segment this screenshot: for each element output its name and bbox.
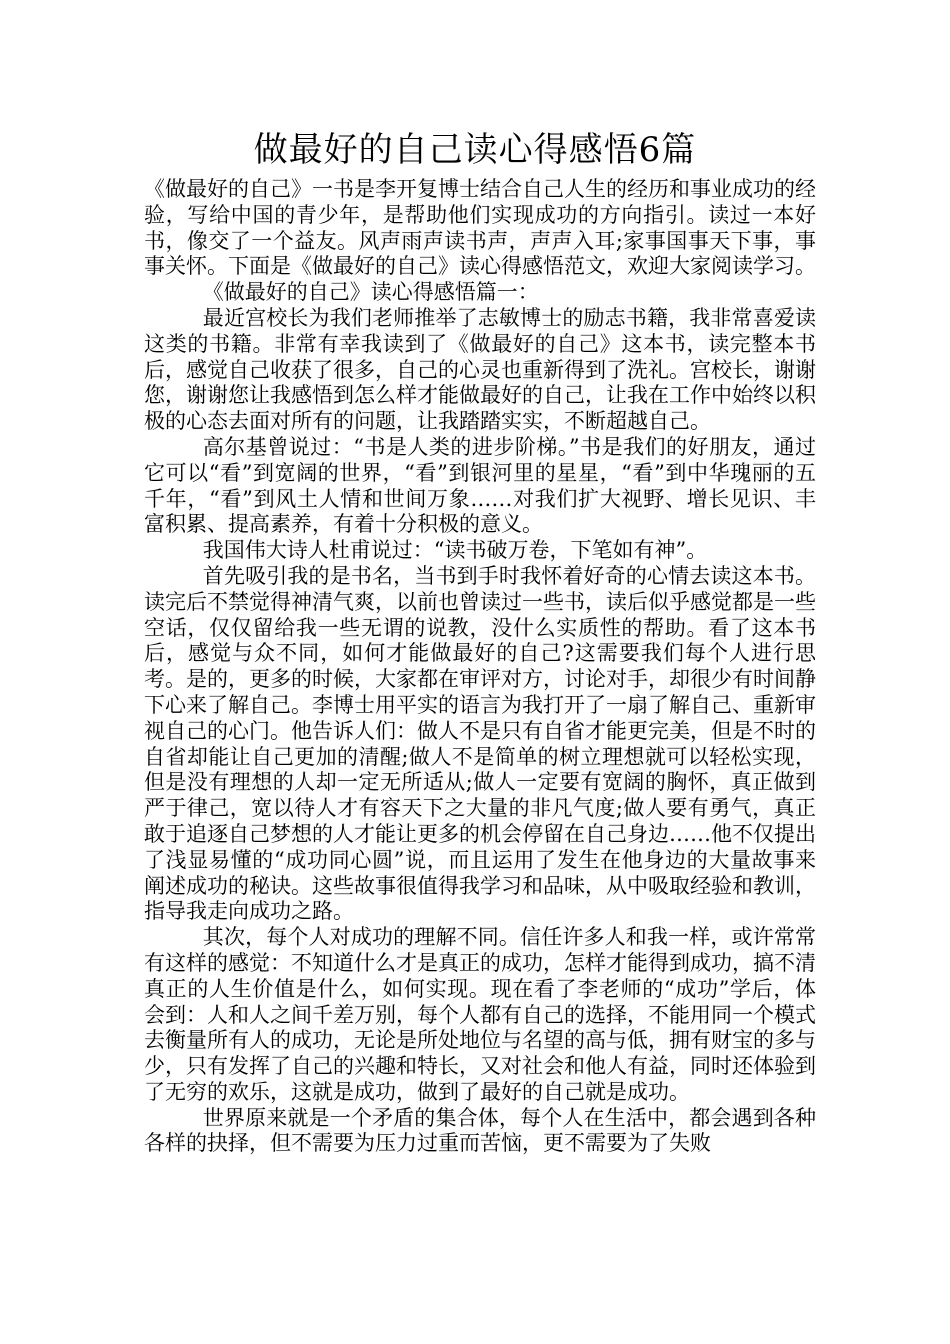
section-heading: 《做最好的自己》读心得感悟篇一： [202,280,539,305]
document-body [144,177,816,1157]
paragraph: 世界原来就是一个矛盾的集合体，每个人在生活中，都会遇到各种各样的抉择，但不需要为压力过重而苦恼，更不需要为了失败 [144,1105,816,1156]
intro-paragraph: 《做最好的自己》一书是李开复博士结合自己人生的经历和事业成功的经验，写给中国的青少年，是帮助他们实现成功的方向指引。读过一本好书，像交了一个益友。风声雨声读书声，声声入耳;家事国事天下事，事事关怀。下面是《做最好的自己》读心得感悟范文，欢迎大家阅读学习。 [144,177,816,279]
paragraph: 其次，每个人对成功的理解不同。信任许多人和我一样，或许常常有这样的感觉：不知道什么才是真正的成功，怎样才能得到成功，搞不清真正的人生价值是什么，如何实现。现在看了李老师的“成功”学后，体会到：人和人之间千差万别，每个人都有自己的选择，不能用同一个模式去衡量所有人的成功，无论是所处地位与名望的高与低，拥有财宝的多与少，只有发挥了自己的兴趣和特长，又对社会和他人有益，同时还体验到了无穷的欢乐，这就是成功，做到了最好的自己就是成功。 [144,925,816,1104]
paragraph: 我国伟大诗人杜甫说过：“读书破万卷，下笔如有神”。 [202,538,708,563]
paragraph: 首先吸引我的是书名，当书到手时我怀着好奇的心情去读这本书。读完后不禁觉得神清气爽，以前也曾读过一些书，读后似乎感觉都是一些空话，仅仅留给我一些无谓的说教，没什么实质性的帮助。看了这本书后，感觉与众不同，如何才能做最好的自己?这需要我们每个人进行思考。是的，更多的时候，大家都在审评对方，讨论对手，却很少有时间静下心来了解自己。李博士用平实的语言为我打开了一扇了解自己、重新审视自己的心门。他告诉人们：做人不是只有自省才能更完美，但是不时的自省却能让自己更加的清醒;做人不是简单的树立理想就可以轻松实现，但是没有理想的人却一定无所适从;做人一定要有宽阔的胸怀，真正做到严于律己，宽以待人才有容天下之大量的非凡气度;做人要有勇气，真正敢于追逐自己梦想的人才能让更多的机会停留在自己身边……他不仅提出了浅显易懂的“成功同心圆”说，而且运用了发生在他身边的大量故事来阐述成功的秘诀。这些故事很值得我学习和品味，从中吸取经验和教训，指导我走向成功之路。 [144,563,816,924]
document-title: 做最好的自己读心得感悟6篇 [253,130,697,170]
paragraph: 最近宫校长为我们老师推举了志敏博士的励志书籍，我非常喜爱读这类的书籍。非常有幸我读到了《做最好的自己》这本书，读完整本书后，感觉自己收获了很多，自己的心灵也重新得到了洗礼。宫校长，谢谢您，谢谢您让我感悟到怎么样才能做最好的自己，让我在工作中始终以积极的心态去面对所有的问题，让我踏踏实实，不断超越自己。 [144,305,816,434]
paragraph: 高尔基曾说过：“书是人类的进步阶梯。”书是我们的好朋友，通过它可以“看”到宽阔的世界，“看”到银河里的星星，“看”到中华瑰丽的五千年，“看”到风土人情和世间万象……对我们扩大视野、增长见识、丰富积累、提高素养，有着十分积极的意义。 [144,434,816,537]
